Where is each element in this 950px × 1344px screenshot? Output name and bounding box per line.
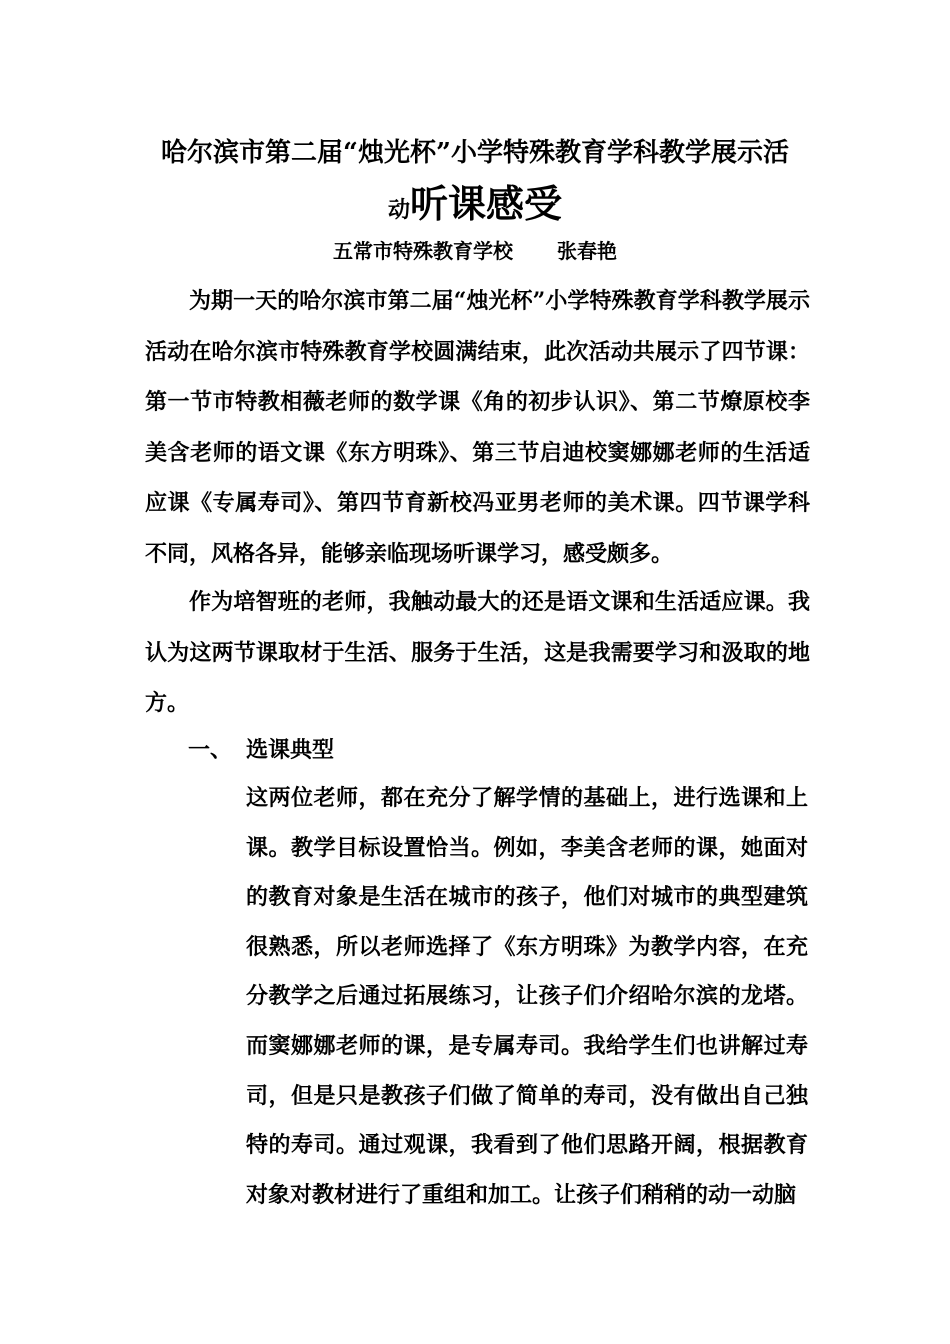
paragraph-2: 作为培智班的老师，我触动最大的还是语文课和生活适应课。我认为这两节课取材于生活、服务于生活，这是我需要学习和汲取的地方。 <box>145 589 810 716</box>
document-title-line1: 哈尔滨市第二届“烛光杯”小学特殊教育学科教学展示活 <box>161 138 789 168</box>
paragraph-1: 为期一天的哈尔滨市第二届“烛光杯”小学特殊教育学科教学展示活动在哈尔滨市特殊教育学校圆满结束，此次活动共展示了四节课：第一节市特教相薇老师的数学课《角的初步认识》、第二节燎原校李美含老师的语文课《东方明珠》、第三节启迪校窦娜娜老师的生活适应课《专属寿司》、第四节育新校冯亚男老师的美术课。四节课学科不同，风格各异，能够亲临现场听课学习，感受颇多。 <box>145 288 810 567</box>
paragraph-1-block <box>145 276 810 579</box>
paragraph-2-block <box>145 577 810 729</box>
author-line <box>0 235 950 267</box>
document-title-small-char: 动 <box>387 197 410 223</box>
author-name: 张春艳 <box>557 239 617 263</box>
section-1-title: 选课典型 <box>246 737 335 763</box>
document-title-line2 <box>0 178 950 238</box>
section-1-body-block <box>246 774 808 1220</box>
section-1-number: 一、 <box>188 737 233 763</box>
author-school: 五常市特殊教育学校 <box>333 239 513 263</box>
section-1-body: 这两位老师，都在充分了解学情的基础上，进行选课和上课。教学目标设置恰当。例如，李美含老师的课，她面对的教育对象是生活在城市的孩子，他们对城市的典型建筑很熟悉，所以老师选择了《东方明珠》为教学内容，在充分教学之后通过拓展练习，让孩子们介绍哈尔滨的龙塔。而窦娜娜老师的课，是专属寿司。我给学生们也讲解过寿司，但是只是教孩子们做了简单的寿司，没有做出自己独特的寿司。通过观课，我看到了他们思路开阔，根据教育对象对教材进行了重组和加工。让孩子们稍稍的动一动脑 <box>246 785 808 1208</box>
section-1-heading <box>188 725 334 775</box>
document-title-main: 听课感受 <box>410 181 563 226</box>
